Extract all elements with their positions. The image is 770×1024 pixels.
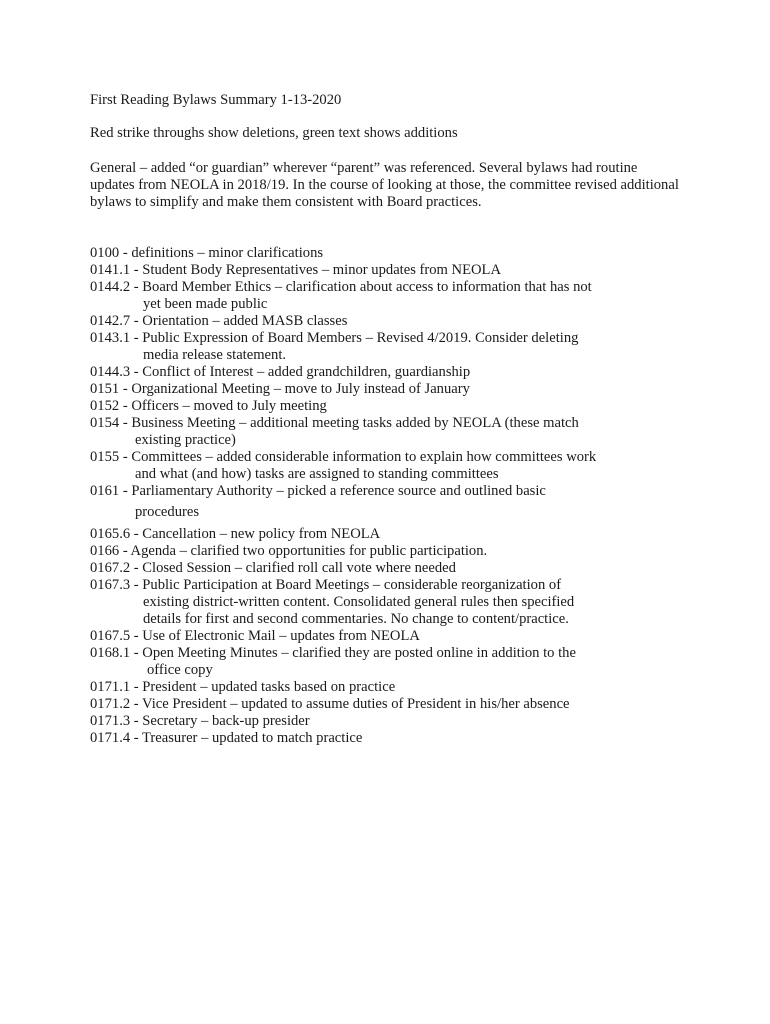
list-item: 0165.6 - Cancellation – new policy from NEOLA [90, 526, 381, 542]
document-title: First Reading Bylaws Summary 1-13-2020 [90, 92, 342, 108]
list-item: 0168.1 - Open Meeting Minutes – clarified they are posted online in addition to the [90, 645, 576, 661]
list-item-continuation: procedures [135, 504, 200, 520]
list-item: 0100 - definitions – minor clarifications [90, 245, 324, 261]
list-item: 0144.3 - Conflict of Interest – added grandchildren, guardianship [90, 364, 471, 380]
general-paragraph: General – added “or guardian” wherever “parent” was referenced. Several bylaws had routine updates from NEOLA in 2018/19. In the course of looking at those, the committee revised additional bylaws to simplify and make them consistent with Board practices. [90, 160, 679, 210]
list-item: 0166 - Agenda – clarified two opportunities for public participation. [90, 543, 488, 559]
list-item-continuation: details for first and second commentaries. No change to content/practice. [143, 611, 569, 627]
list-item: 0167.2 - Closed Session – clarified roll call vote where needed [90, 560, 456, 576]
list-item: 0154 - Business Meeting – additional meeting tasks added by NEOLA (these match [90, 415, 579, 431]
list-item: 0171.1 - President – updated tasks based on practice [90, 679, 396, 695]
bylaw-list [90, 245, 690, 747]
list-item: 0152 - Officers – moved to July meeting [90, 398, 327, 414]
list-item-continuation: media release statement. [143, 347, 287, 363]
list-item-continuation: and what (and how) tasks are assigned to standing committees [135, 466, 499, 482]
list-item: 0167.3 - Public Participation at Board Meetings – considerable reorganization of [90, 577, 562, 593]
list-item-continuation: yet been made public [143, 296, 268, 312]
list-item: 0171.2 - Vice President – updated to assume duties of President in his/her absence [90, 696, 570, 712]
list-item: 0161 - Parliamentary Authority – picked a reference source and outlined basic [90, 483, 546, 499]
list-item-continuation: office copy [147, 662, 213, 678]
list-item: 0144.2 - Board Member Ethics – clarification about access to information that has not [90, 279, 592, 295]
strikethrough-note: Red strike throughs show deletions, green text shows additions [90, 125, 458, 141]
list-item: 0142.7 - Orientation – added MASB classes [90, 313, 348, 329]
list-item: 0151 - Organizational Meeting – move to July instead of January [90, 381, 470, 397]
list-item: 0141.1 - Student Body Representatives – minor updates from NEOLA [90, 262, 501, 278]
list-item: 0167.5 - Use of Electronic Mail – updates from NEOLA [90, 628, 420, 644]
list-item: 0171.4 - Treasurer – updated to match practice [90, 730, 363, 746]
list-item: 0155 - Committees – added considerable information to explain how committees work [90, 449, 597, 465]
list-item: 0171.3 - Secretary – back-up presider [90, 713, 310, 729]
list-item-continuation: existing district-written content. Consolidated general rules then specified [143, 594, 575, 610]
list-item-continuation: existing practice) [135, 432, 236, 448]
list-item: 0143.1 - Public Expression of Board Members – Revised 4/2019. Consider deleting [90, 330, 579, 346]
